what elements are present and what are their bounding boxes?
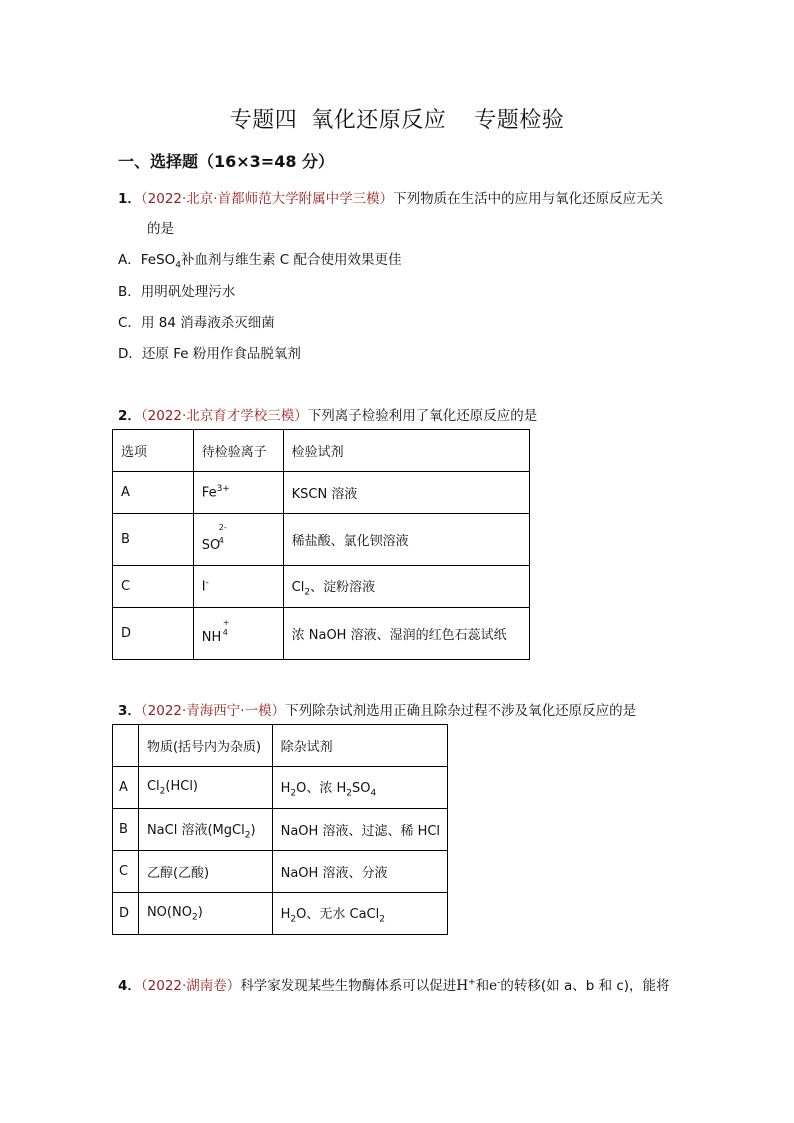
question-3-line-1 (118, 699, 636, 719)
table-row (113, 893, 448, 935)
reagent-text: O、浓 H (296, 780, 347, 796)
question-1-option-c (118, 311, 275, 331)
formula: Cl (291, 579, 305, 595)
option-label: B． (118, 284, 141, 300)
table-header: 物质(括号内为杂质) (138, 725, 272, 767)
subscript: 2 (290, 788, 297, 799)
table-row (113, 809, 448, 851)
substance-text: (HCl) (165, 778, 198, 794)
question-stem: 和 (475, 978, 490, 994)
ion-charge: 2- (218, 523, 227, 532)
table-row (113, 514, 530, 566)
reagent-text: 、淀粉溶液 (310, 579, 376, 595)
title-part-3: 专题检验 (474, 108, 565, 133)
question-1-option-a (118, 248, 402, 271)
question-number: 3． (118, 703, 141, 719)
ion-subscript: 4 (222, 628, 228, 637)
title-part-2: 氧化还原反应 (311, 108, 447, 133)
table-row (113, 566, 530, 608)
reagent-text: H (280, 780, 291, 796)
reagent-text: SO (352, 780, 371, 796)
superscript: - (497, 977, 501, 988)
ion-cell (193, 566, 283, 608)
table-header: 待检验离子 (193, 430, 283, 472)
superscript: + (468, 977, 476, 988)
formula: H (456, 978, 469, 994)
option-cell: C (113, 566, 194, 608)
option-cell: C (113, 851, 139, 893)
ion-formula (201, 523, 227, 553)
ion-base: NH (201, 630, 222, 645)
option-cell: D (113, 608, 194, 660)
table-row (113, 767, 448, 809)
table-row (113, 608, 530, 660)
substance-text: ) (250, 822, 256, 838)
substance-cell (138, 767, 272, 809)
reagent-cell: KSCN 溶液 (283, 472, 529, 514)
substance-text: NO(NO (146, 904, 192, 920)
substance-text: NaCl 溶液(MgCl (146, 822, 245, 838)
question-number: 1． (118, 191, 141, 207)
table-header: 选项 (113, 430, 194, 472)
question-source: （2022·湖南卷） (140, 978, 241, 994)
substance-cell (138, 893, 272, 935)
subscript: 2 (290, 914, 297, 925)
question-stem: 下列除杂试剂选用正确且除杂过程不涉及氧化还原反应的是 (285, 703, 637, 719)
reagent-cell: NaOH 溶液、分液 (272, 851, 447, 893)
question-source: （2022·北京育才学校三模） (140, 408, 308, 424)
substance-cell: 乙醇(乙酸) (138, 851, 272, 893)
table-header (113, 725, 139, 767)
reagent-cell: 浓 NaOH 溶液、湿润的红色石蕊试纸 (283, 608, 529, 660)
option-text: 用 84 消毒液杀灭细菌 (140, 315, 275, 331)
question-3-table (112, 724, 448, 935)
option-text: 用明矾处理污水 (140, 284, 236, 300)
table-header: 除杂试剂 (272, 725, 447, 767)
question-source: （2022·青海西宁·一模） (140, 703, 286, 719)
ion-cell (193, 472, 283, 514)
question-2-table (112, 429, 530, 660)
question-1-line-2: 的是 (147, 221, 174, 237)
title-part-1: 专题四 (229, 108, 298, 133)
table-row (113, 851, 448, 893)
option-label: D． (118, 346, 142, 362)
formula: FeSO (140, 252, 176, 268)
option-cell: D (113, 893, 139, 935)
substance-text: Cl (146, 778, 160, 794)
option-cell: B (113, 809, 139, 851)
question-1-option-b (118, 280, 235, 300)
subscript: 2 (244, 830, 251, 841)
table-header-row (113, 430, 530, 472)
question-stem: 的转移(如 a、b 和 c)，能将 (500, 978, 670, 994)
subscript: 2 (379, 914, 385, 925)
ion-formula (201, 618, 230, 645)
option-label: A． (118, 252, 141, 268)
option-label: C． (118, 315, 141, 331)
table-header-row (113, 725, 448, 767)
section-heading: 一、选择题（16×3=48 分） (118, 152, 335, 171)
question-4-line-1 (118, 974, 670, 994)
ion-charge: - (205, 578, 209, 589)
reagent-cell: 稀盐酸、氯化钡溶液 (283, 514, 529, 566)
reagent-text: H (280, 906, 291, 922)
substance-text: ) (197, 904, 203, 920)
question-2-line-1 (118, 404, 537, 424)
question-stem: 下列离子检验利用了氧化还原反应的是 (307, 408, 538, 424)
ion-charge: 3+ (216, 484, 230, 495)
table-header: 检验试剂 (283, 430, 529, 472)
formula: e (489, 978, 498, 994)
subscript: 2 (304, 587, 311, 598)
subscript: 4 (175, 260, 182, 271)
ion-base: SO (201, 538, 221, 553)
reagent-cell (283, 566, 529, 608)
question-source: （2022·北京·首都师范大学附属中学三模） (140, 191, 394, 207)
page-title (0, 103, 794, 134)
subscript: 4 (370, 788, 377, 799)
question-number: 4． (118, 978, 141, 994)
option-text: 补血剂与维生素 C 配合使用效果更佳 (181, 252, 402, 268)
ion-cell (193, 514, 283, 566)
substance-cell (138, 809, 272, 851)
ion-cell (193, 608, 283, 660)
question-number: 2． (118, 408, 141, 424)
subscript: 2 (191, 912, 198, 923)
ion-subscript: 4 (218, 536, 224, 545)
question-1-line-1 (118, 187, 663, 207)
subscript: 2 (346, 788, 352, 799)
option-text: 还原 Fe 粉用作食品脱氧剂 (141, 346, 301, 362)
reagent-text: O、无水 CaCl (296, 906, 380, 922)
reagent-cell: NaOH 溶液、过滤、稀 HCl (272, 809, 447, 851)
question-stem: 下列物质在生活中的应用与氧化还原反应无关 (393, 191, 664, 207)
table-row (113, 472, 530, 514)
question-stem: 科学家发现某些生物酶体系可以促进 (240, 978, 457, 994)
reagent-cell (272, 767, 447, 809)
option-cell: A (113, 767, 139, 809)
reagent-cell (272, 893, 447, 935)
option-cell: A (113, 472, 194, 514)
subscript: 2 (159, 786, 166, 797)
question-1-option-d (118, 342, 301, 362)
ion-formula: Fe (201, 485, 217, 501)
ion-charge: + (222, 618, 230, 627)
option-cell: B (113, 514, 194, 566)
ion-formula: I (201, 579, 206, 595)
